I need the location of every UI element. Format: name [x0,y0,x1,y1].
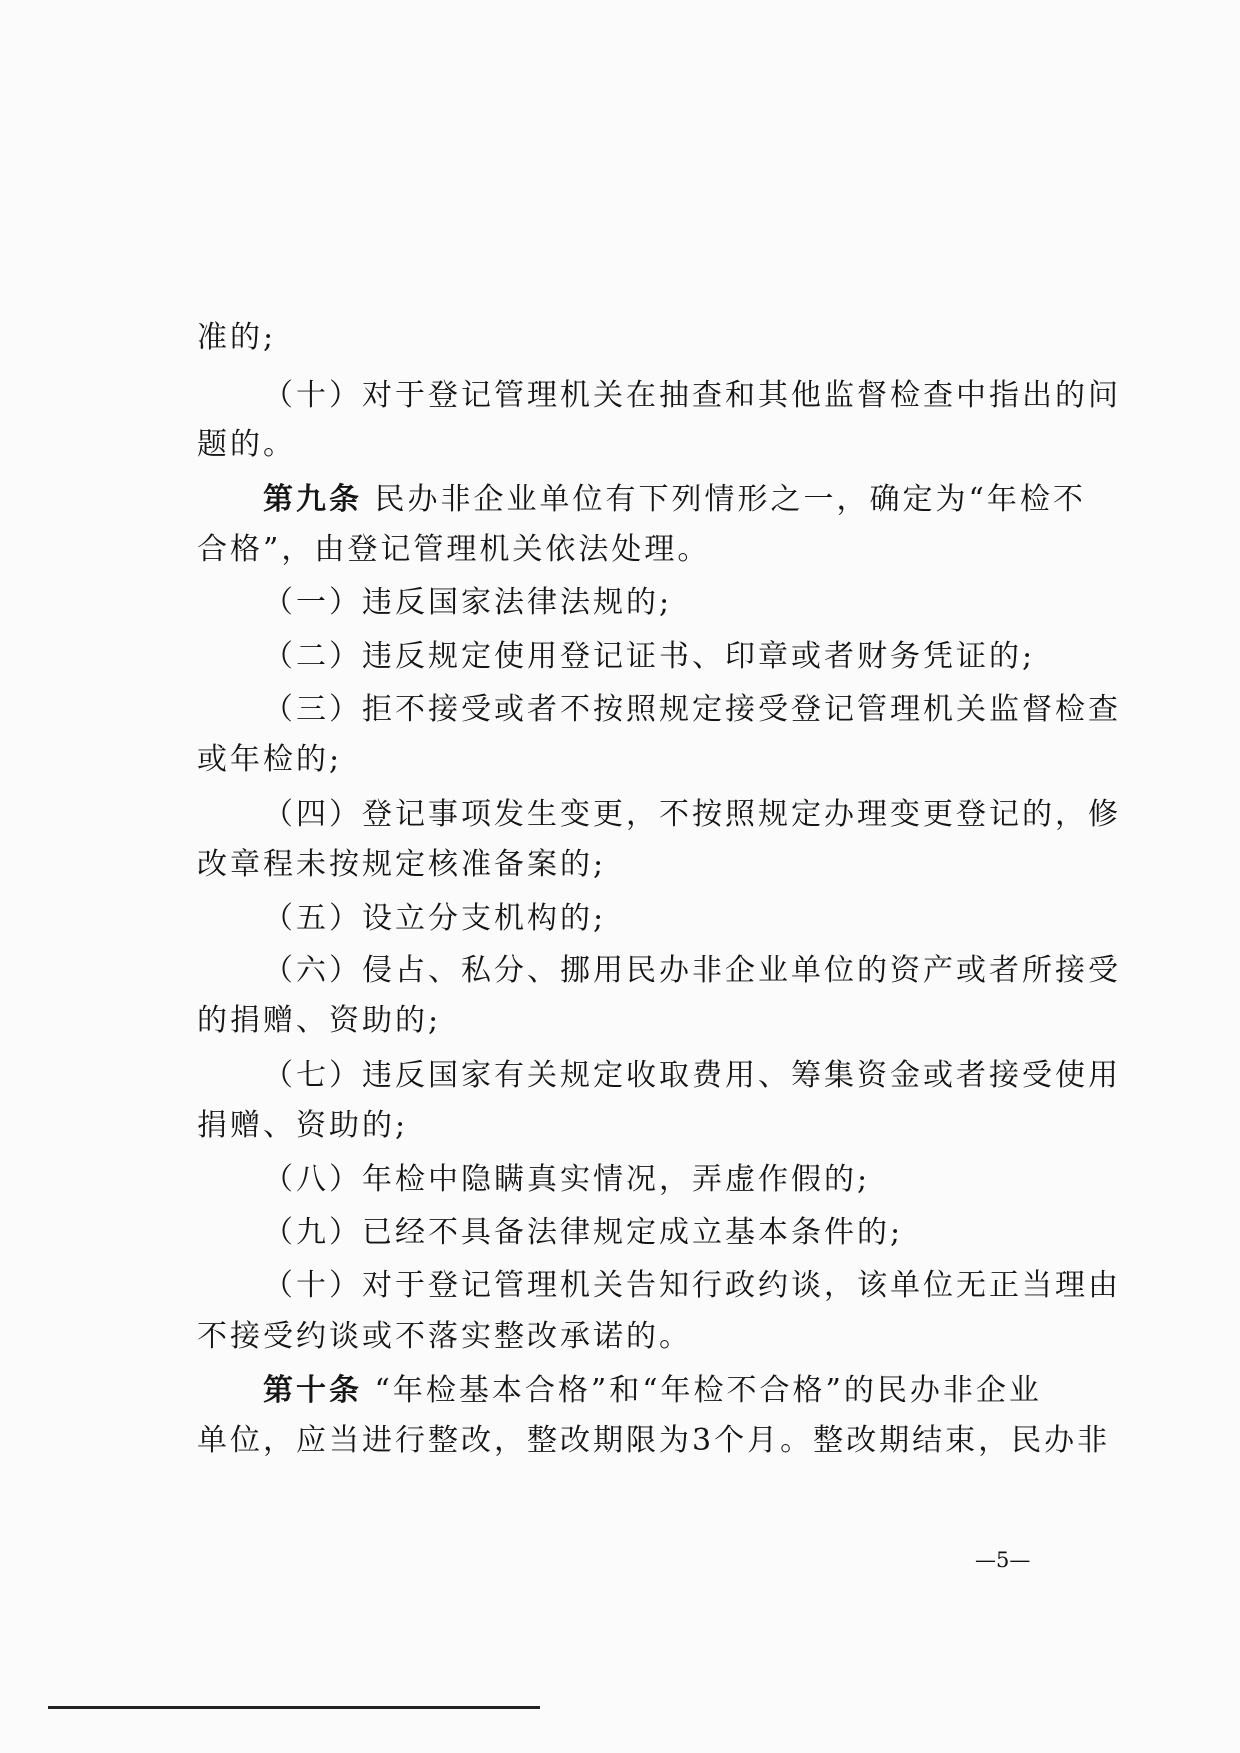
text-line: 改章程未按规定核准备案的; [197,847,607,882]
text-line: （七）违反国家有关规定收取费用、筹集资金或者接受使用 [263,1058,1121,1093]
text-line: 合格”，由登记管理机关依法处理。 [197,532,711,567]
text-line: （八）年检中隐瞒真实情况，弄虚作假的; [263,1162,871,1197]
text-line: 的捐赠、资助的; [197,1003,442,1038]
text-line: （二）违反规定使用登记证书、印章或者财务凭证的; [263,639,1036,674]
text-line: （四）登记事项发生变更，不按照规定办理变更登记的，修 [263,797,1121,832]
text-line: 准的; [197,320,277,355]
text-line: （十）对于登记管理机关在抽查和其他监督检查中指出的问 [263,378,1121,413]
text-line: 民办非企业单位有下列情形之一，确定为“年检不 [374,482,1086,517]
article-9-heading: 第九条 [263,482,362,517]
text-line: （一）违反国家法律法规的; [263,585,673,620]
article-9-first-line [263,474,1086,518]
article-10-first-line [263,1365,1042,1409]
text-line: （十）对于登记管理机关告知行政约谈，该单位无正当理由 [263,1268,1121,1303]
text-line: （九）已经不具备法律规定成立基本条件的; [263,1215,904,1250]
page-number: —5— [975,1548,1031,1572]
text-line: （三）拒不接受或者不按照规定接受登记管理机关监督检查 [263,692,1121,727]
text-line: 题的。 [197,427,296,462]
text-line: （六）侵占、私分、挪用民办非企业单位的资产或者所接受 [263,953,1121,988]
text-line: “年检基本合格”和“年检不合格”的民办非企业 [374,1373,1042,1408]
article-10-heading: 第十条 [263,1373,362,1408]
text-line: 捐赠、资助的; [197,1108,409,1143]
text-line: 单位，应当进行整改，整改期限为3个月。整改期结束，民办非 [197,1423,1111,1458]
bottom-rule [48,1706,540,1709]
text-line: （五）设立分支机构的; [263,901,607,936]
text-line: 不接受约谈或不落实整改承诺的。 [197,1319,692,1354]
text-line: 或年检的; [197,742,343,777]
